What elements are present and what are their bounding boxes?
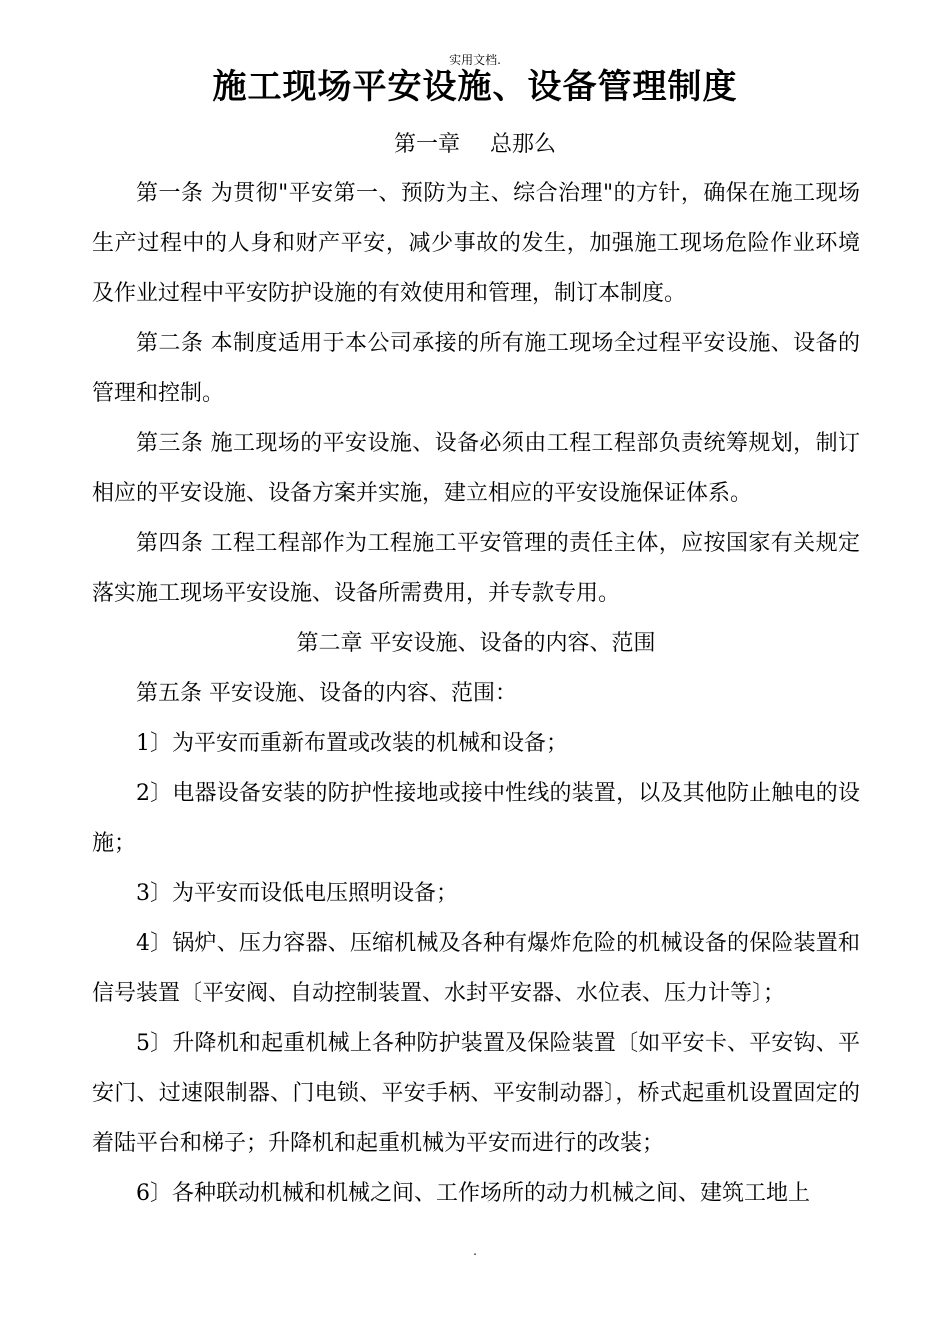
article-1: 第一条 为贯彻"平安第一、预防为主、综合治理"的方针，确保在施工现场生产过程中的人身和财产平安，减少事故的发生，加强施工现场危险作业环境及作业过程中平安防护设施的有效使用和管理，制订本制度。 <box>92 181 860 306</box>
article-3: 第三条 施工现场的平安设施、设备必须由工程工程部负责统筹规划，制订相应的平安设施、设备方案并实施，建立相应的平安设施保证体系。 <box>92 431 860 506</box>
article-2: 第二条 本制度适用于本公司承接的所有施工现场全过程平安设施、设备的管理和控制。 <box>92 331 860 406</box>
footer-mark: . <box>473 1244 477 1258</box>
list-item-4: 4〕锅炉、压力容器、压缩机械及各种有爆炸危险的机械设备的保险装置和信号装置〔平安阀、自动控制装置、水封平安器、水位表、压力计等〕； <box>92 931 860 1006</box>
document-body <box>92 169 860 1219</box>
chapter-1-heading <box>0 128 950 162</box>
list-item-2: 2〕电器设备安装的防护性接地或接中性线的装置，以及其他防止触电的设施； <box>92 781 860 856</box>
chapter-2-heading: 第二章 平安设施、设备的内容、范围 <box>296 631 656 656</box>
article-4: 第四条 工程工程部作为工程施工平安管理的责任主体，应按国家有关规定落实施工现场平安设施、设备所需费用，并专款专用。 <box>92 531 860 606</box>
list-item-1: 1〕为平安而重新布置或改装的机械和设备； <box>136 731 568 756</box>
list-item-5: 5〕升降机和起重机械上各种防护装置及保险装置〔如平安卡、平安钩、平安门、过速限制器、门电锁、平安手柄、平安制动器〕，桥式起重机设置固定的着陆平台和梯子；升降机和起重机械为平安而进行的改装； <box>92 1031 860 1156</box>
chapter-1-label: 第一章 <box>393 132 460 157</box>
list-item-3: 3〕为平安而设低电压照明设备； <box>136 881 458 906</box>
document-title: 施工现场平安设施、设备管理制度 <box>212 67 738 107</box>
chapter-1-name: 总那么 <box>490 132 557 157</box>
article-5: 第五条 平安设施、设备的内容、范围： <box>136 681 517 706</box>
list-item-6: 6〕各种联动机械和机械之间、工作场所的动力机械之间、建筑工地上 <box>136 1181 810 1206</box>
header-note: 实用文档. <box>449 53 501 67</box>
